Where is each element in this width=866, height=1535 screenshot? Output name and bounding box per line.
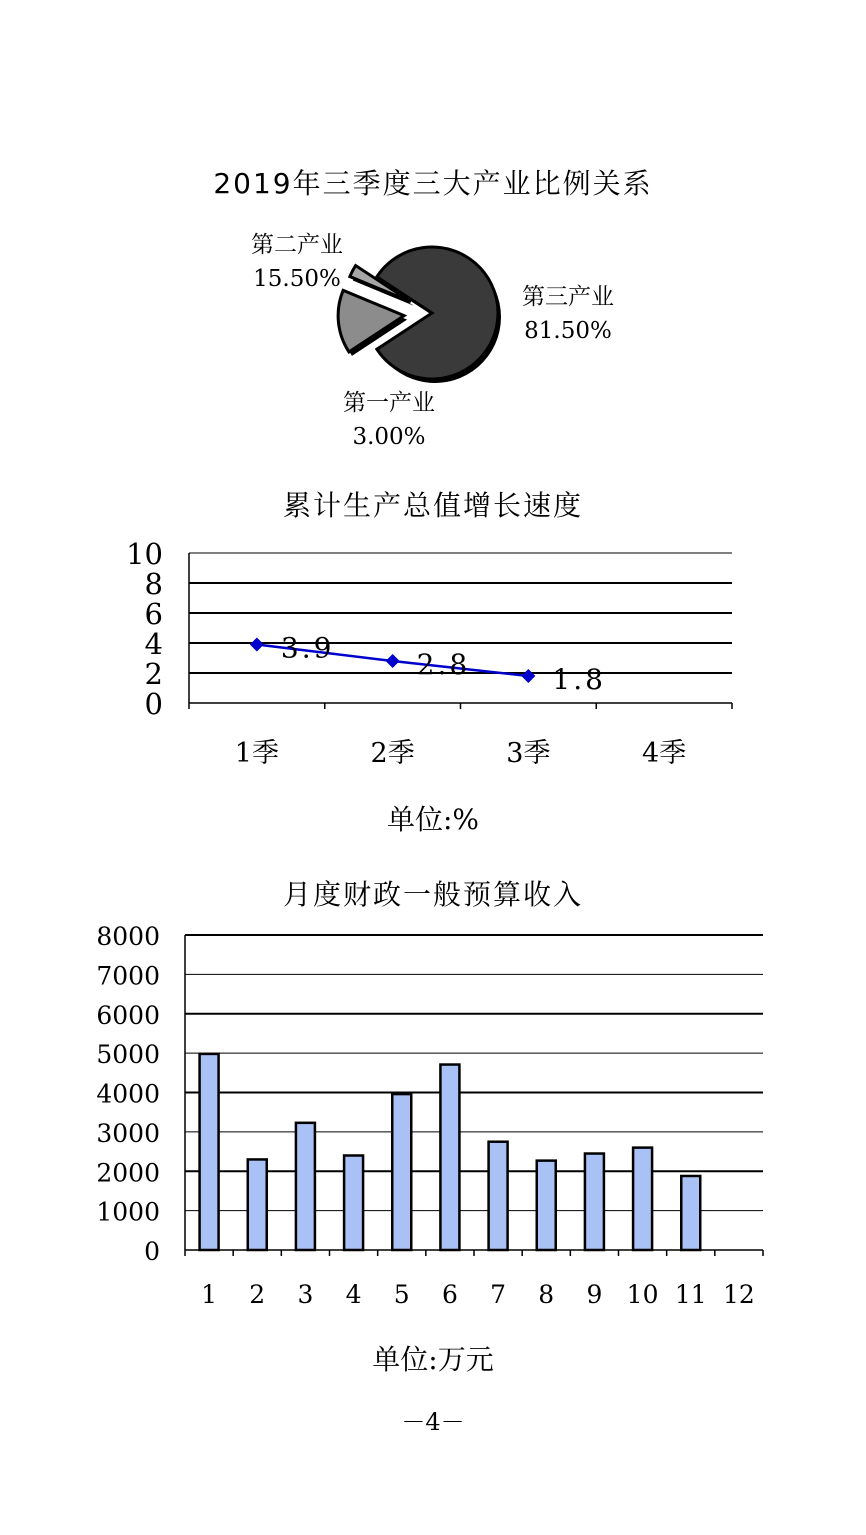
bar-xtick-label: 9 (586, 1280, 603, 1309)
pie-label-primary-name: 第一产业 (343, 390, 435, 416)
line-chart-unit: 单位:% (386, 803, 480, 836)
line-ytick-label: 2 (144, 657, 163, 691)
line-data-label: 1.8 (552, 663, 606, 696)
bar-6 (440, 1065, 459, 1250)
bar-xtick-label: 12 (723, 1280, 755, 1309)
bar-11 (681, 1176, 700, 1250)
bar-xtick-label: 7 (490, 1280, 507, 1309)
pie-label-tertiary (503, 280, 633, 348)
bar-7 (489, 1142, 508, 1250)
bar-ytick-label: 1000 (96, 1197, 160, 1227)
line-ytick-label: 4 (144, 627, 163, 661)
bar-5 (392, 1094, 411, 1250)
bar-8 (537, 1161, 556, 1250)
bar-xtick-label: 11 (674, 1280, 707, 1309)
bar-ytick-label: 5000 (96, 1040, 160, 1070)
bar-ytick-label: 2000 (96, 1158, 160, 1188)
pie-label-tertiary-pct: 81.50% (524, 318, 612, 344)
bar-9 (585, 1154, 604, 1250)
line-data-label: 2.8 (416, 648, 471, 681)
pie-label-secondary-pct: 15.50% (253, 266, 341, 292)
line-ytick-label: 0 (144, 687, 163, 721)
pie-label-secondary-name: 第二产业 (251, 232, 343, 258)
line-data-point (250, 638, 264, 652)
pie-label-tertiary-name: 第三产业 (522, 284, 614, 310)
bar-ytick-label: 3000 (96, 1118, 160, 1148)
bar-xtick-label: 5 (393, 1280, 410, 1309)
bar-xtick-label: 2 (249, 1280, 266, 1309)
pie-label-primary-pct: 3.00% (352, 424, 426, 450)
bar-xtick-label: 10 (626, 1280, 659, 1309)
pie-label-secondary (232, 228, 362, 296)
bar-xtick-label: 1 (201, 1280, 218, 1309)
bar-xtick-label: 3 (297, 1280, 314, 1309)
page-number: －4－ (401, 1408, 465, 1436)
bar-xtick-label: 8 (538, 1280, 555, 1309)
bar-ytick-label: 6000 (96, 1000, 160, 1030)
line-chart (0, 530, 866, 780)
pie-chart-title: 2019年三季度三大产业比例关系 (213, 167, 653, 200)
bar-ytick-label: 7000 (96, 961, 160, 991)
bar-1 (200, 1054, 219, 1250)
bar-10 (633, 1148, 652, 1250)
bar-chart-title: 月度财政一般预算收入 (282, 878, 583, 911)
bar-ytick-label: 4000 (96, 1079, 160, 1109)
bar-4 (344, 1156, 363, 1251)
line-xtick-label: 3季 (506, 738, 551, 769)
bar-ytick-label: 0 (144, 1237, 160, 1266)
bar-xtick-label: 4 (345, 1280, 362, 1309)
line-data-label: 3.9 (280, 631, 335, 665)
line-chart-title: 累计生产总值增长速度 (282, 489, 583, 522)
line-ytick-label: 8 (144, 567, 163, 601)
bar-xtick-label: 6 (441, 1280, 458, 1309)
line-xtick-label: 2季 (370, 738, 415, 769)
bar-ytick-label: 8000 (96, 922, 160, 951)
line-ytick-label: 6 (144, 597, 163, 631)
bar-chart-unit: 单位:万元 (372, 1343, 494, 1376)
bar-chart (0, 920, 866, 1320)
bar-2 (248, 1159, 267, 1250)
bar-3 (296, 1123, 315, 1250)
line-xtick-label: 4季 (642, 738, 687, 769)
line-data-point (386, 654, 400, 668)
pie-label-primary (324, 386, 454, 454)
line-ytick-label: 10 (126, 537, 163, 571)
line-data-point (521, 669, 535, 683)
line-xtick-label: 1季 (234, 738, 279, 769)
